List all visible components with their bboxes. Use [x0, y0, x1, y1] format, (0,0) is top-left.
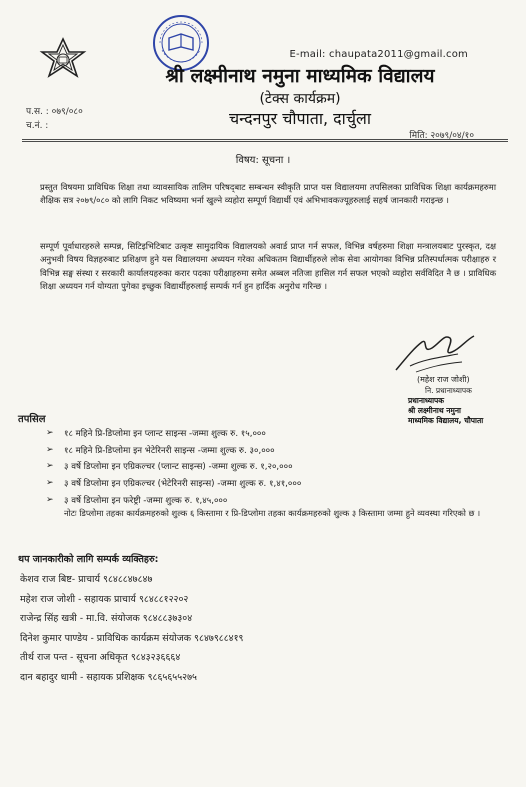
arrow-bullet-icon: ➢: [46, 478, 54, 489]
paragraph-details: सम्पूर्ण पूर्वाधारहरुले सम्पन्न, सिटिइभिटिबाट उत्कृष्ट सामुदायिक विद्यालयको अवार्ड प्राप्त गर्न सफल, विभिन्न वर्षहरुमा शिक्षा मन्त्रालयबाट पुरस्कृत, दक्ष अनुभवी विषय विज्ञहरुबाट प्रशिक्षण हुने यस विद्यालयमा अध्ययन गरेका अधिकतम विद्यार्थीहरुले लोक सेवा आयोगका विभिन्न प्रतिस्पर्धात्मक परीक्षाहरु र विभिन्न सङ्घ संस्था र सरकारी कार्यालयहरुका करार पदका परीक्षाहरुमा समेत अब्बल नतिजा हासिल गर्न सफल भएको व्यहोरा सर्वविदित नै छ । प्राविधिक शिक्षा अध्ययन गर्न योग्यता पुगेका इच्छुक विद्यार्थीहरुलाई सम्पर्क गर्न हुन हार्दिक अनुरोध गरिन्छ ।: [40, 241, 496, 292]
notice-subject: विषय: सूचना ।: [235, 155, 291, 166]
reference-number: प.स. : ०७९/०८०: [26, 107, 83, 117]
stamp-line: श्री लक्ष्मीनाथ नमुना: [408, 406, 461, 415]
school-address: चन्दनपुर चौपाता, दार्चुला: [229, 109, 371, 128]
arrow-bullet-icon: ➢: [46, 428, 54, 439]
signatory-name: (महेश राज जोशी): [417, 375, 470, 384]
contact-item: राजेन्द्र सिंह खत्री - मा.वि. संयोजक ९८४८८३७३०४: [20, 613, 193, 625]
course-text: १८ महिने प्रि-डिप्लोमा इन प्लान्ट साइन्स -जम्मा शुल्क रु. १५,०००: [64, 429, 266, 440]
list-item: [46, 442, 301, 459]
list-item: [46, 458, 301, 475]
contact-heading: थप जानकारीको लागि सम्पर्क व्यक्तिहरु:: [18, 554, 159, 565]
contact-item: केशव राज बिष्ट- प्राचार्य ९८४८८४७८४७: [20, 574, 153, 585]
fee-installment-note: नोटः डिप्लोमा तहका कार्यक्रमहरुको शुल्क ६ किस्तामा र प्रि-डिप्लोमा तहका कार्यक्रमहरुको शुल्क ३ किस्तामा जम्मा हुने व्यवस्था गरिएको छ ।: [64, 508, 481, 518]
list-item: [46, 475, 301, 492]
course-text: ३ वर्षे डिप्लोमा इन फरेष्ट्री -जम्मा शुल्क रु. १,४५,०००: [64, 495, 228, 506]
list-item: [46, 425, 301, 442]
program-label: (टेक्स कार्यक्रम): [259, 91, 341, 107]
signatory-role: नि. प्रधानाध्यापक: [425, 386, 472, 395]
contact-item: दिनेश कुमार पाण्डेय - प्राविधिक कार्यक्रम संयोजक ९८४७९८८४१९: [20, 632, 244, 644]
course-text: १८ महिने प्रि-डिप्लोमा इन भेटेरिनरी साइन्स -जम्मा शुल्क रु. ३०,०००: [64, 445, 275, 456]
stamp-line: माध्यमिक विद्यालय, चौपाता: [408, 416, 484, 425]
arrow-bullet-icon: ➢: [46, 494, 54, 505]
details-heading: तपसिल: [18, 414, 46, 425]
contact-item: तीर्थ राज पन्त - सूचना अधिकृत ९८४३२३६६६४: [20, 652, 181, 664]
arrow-bullet-icon: ➢: [46, 461, 54, 472]
course-text: ३ वर्षे डिप्लोमा इन एग्रिकल्चर (भेटेरिनरी साइन्स) -जम्मा शुल्क रु. १,४१,०००: [64, 479, 302, 490]
course-list: [46, 425, 301, 508]
school-name: श्री लक्ष्मीनाथ नमुना माध्यमिक विद्यालय: [165, 65, 435, 87]
arrow-bullet-icon: ➢: [46, 444, 54, 455]
signature-scribble-icon: [392, 328, 478, 378]
contact-item: दान बहादुर धामी - सहायक प्रशिक्षक ९८६५६५५२७५: [20, 671, 197, 683]
nepal-government-emblem-icon: [38, 36, 88, 86]
course-text: ३ वर्षे डिप्लोमा इन एग्रिकल्चर (प्लान्ट साइन्स) -जम्मा शुल्क रु. १,२०,०००: [64, 462, 293, 473]
stamp-line: प्रधानाध्यापक: [408, 396, 445, 405]
header-divider-secondary: [22, 141, 508, 142]
official-stamp: [408, 396, 504, 426]
dispatch-number: च.नं. :: [26, 121, 49, 131]
paragraph-intro: प्रस्तुत विषयमा प्राविधिक शिक्षा तथा व्यावसायिक तालिम परिषद्‌बाट सम्बन्धन स्वीकृति प्राप्त यस विद्यालयमा तपसिलका प्राविधिक शिक्षा कार्यक्रमहरुमा शैक्षिक सत्र २०७९/०८० को लागि निकट भविष्यमा भर्ना खुल्ने व्यहोरा सम्पूर्ण विद्यार्थी एवं अभिभावकज्यूहरुलाई सहर्ष जानकारी गराइन्छ ।: [40, 182, 496, 206]
notice-date: मिति: २०७९/०४/१०: [409, 131, 474, 141]
contact-list: [20, 572, 243, 690]
header-divider: [22, 139, 508, 140]
contact-item: महेश राज जोशी - सहायक प्राचार्य ९८४८८१२२०२: [20, 593, 189, 605]
contact-email: E-mail: chaupata2011@gmail.com: [289, 49, 468, 60]
